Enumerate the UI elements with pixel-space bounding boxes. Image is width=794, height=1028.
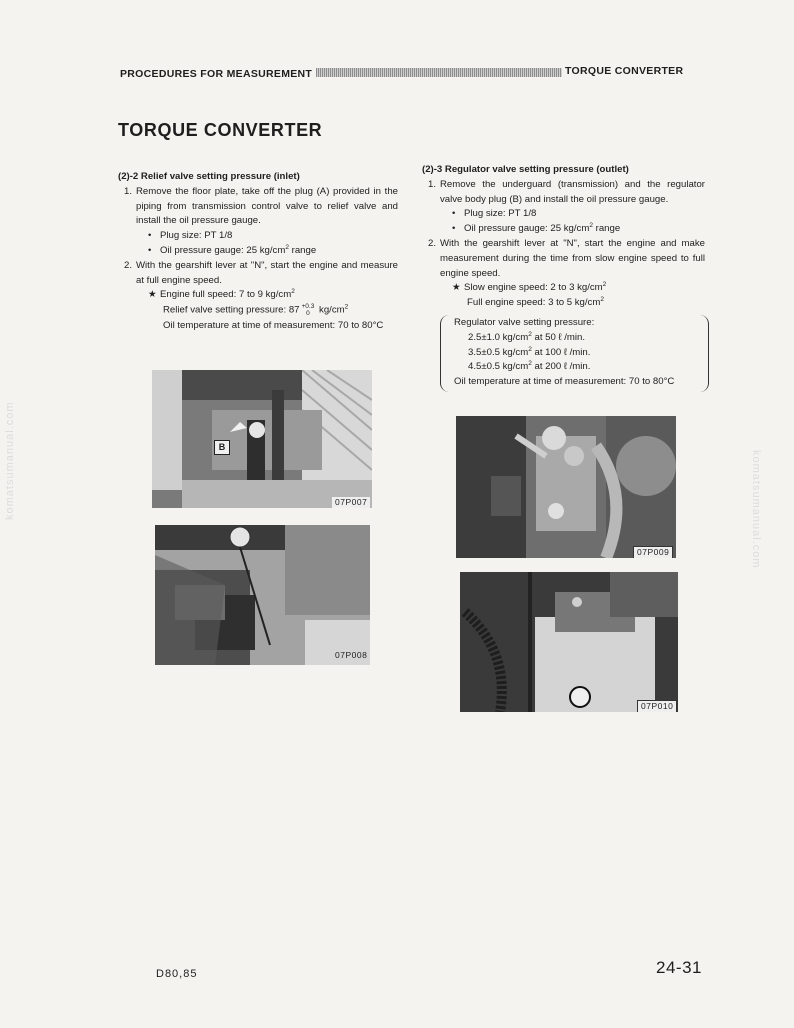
- regulator-bullet-gauge: [422, 222, 705, 237]
- photo-relief-gauge: [155, 525, 370, 665]
- star-icon: ★: [452, 282, 461, 294]
- photo-caption: 07P007: [332, 497, 370, 508]
- regulator-oil-temperature: Oil temperature at time of measurement: 70 to 80°C: [454, 376, 675, 388]
- regulator-step-2: [422, 237, 705, 281]
- header-section-label: PROCEDURES FOR MEASUREMENT: [120, 68, 313, 80]
- step-text: Remove the underguard (transmission) and the regulator valve body plug (B) and install the oil pressure gauge.: [440, 178, 705, 205]
- setting-flow: at 50 ℓ /min.: [531, 331, 586, 343]
- bullet-text: Plug size: PT 1/8: [160, 230, 233, 242]
- photo-caption: 07P009: [633, 546, 673, 558]
- unit-superscript: 2: [285, 243, 289, 251]
- step-number: 2.: [123, 259, 132, 271]
- bullet-text-suffix: range: [592, 223, 621, 235]
- relief-oil-temperature: Oil temperature at time of measurement: 70 to 80°C: [163, 319, 384, 331]
- page-title: TORQUE CONVERTER: [118, 120, 323, 140]
- relief-bullet-plug: [118, 229, 398, 244]
- unit-superscript: 2: [528, 345, 532, 353]
- regulator-setting-line: [454, 360, 699, 375]
- regulator-setting-line: [454, 331, 699, 346]
- header-rule: [316, 68, 562, 77]
- unit-superscript: 2: [344, 303, 349, 311]
- step-number: 1.: [427, 178, 436, 190]
- bullet-icon: •: [148, 244, 152, 256]
- relief-pressure-text: Relief valve setting pressure: 87: [163, 304, 300, 316]
- photo-relief-plug: [152, 370, 372, 508]
- section-heading-relief: (2)-2 Relief valve setting pressure (inlet): [118, 171, 300, 182]
- photo-marker-b: B: [214, 440, 230, 455]
- tolerance-lower: 0: [306, 310, 310, 318]
- step-text: With the gearshift lever at "N", start the engine and make measurement during the time from slow engine speed to full engine speed.: [440, 237, 705, 279]
- unit-superscript: 2: [589, 222, 593, 229]
- unit-superscript: 2: [528, 360, 532, 368]
- star-text: Engine full speed: 7 to 9 kg/cm: [160, 289, 292, 301]
- bullet-text: Oil pressure gauge: 25 kg/cm: [464, 223, 590, 235]
- watermark-left: komatsumanual.com: [4, 401, 16, 520]
- setting-value: 2.5±1.0 kg/cm: [468, 331, 529, 343]
- regulator-step-1: [422, 178, 705, 208]
- setting-flow: at 100 ℓ /min.: [531, 346, 591, 358]
- footer-model-number: D80,85: [156, 968, 198, 980]
- regulator-setting-box: [422, 315, 705, 392]
- left-column: [118, 170, 398, 333]
- star-icon: ★: [148, 289, 157, 301]
- photo-regulator-valve: [456, 416, 676, 558]
- header-chapter-label: TORQUE CONVERTER: [565, 65, 684, 77]
- watermark-right: komatsumanual.com: [750, 450, 762, 569]
- unit-superscript: 2: [528, 330, 532, 338]
- unit-superscript: 2: [602, 281, 607, 289]
- star-text: Slow engine speed: 2 to 3 kg/cm: [464, 282, 603, 294]
- regulator-setting-line: [454, 346, 699, 361]
- regulator-star-slow-speed: [422, 281, 705, 296]
- footer-page-number: 24-31: [656, 958, 702, 977]
- tolerance-upper: +0.3: [301, 303, 315, 311]
- bracket-left: [440, 315, 449, 392]
- unit-superscript: 2: [291, 288, 295, 296]
- bracket-right: [700, 315, 709, 392]
- photo-caption: 07P010: [637, 700, 677, 712]
- photo-regulator-gauge: [460, 572, 678, 712]
- section-heading-regulator: (2)-3 Regulator valve setting pressure (outlet): [422, 164, 629, 175]
- relief-setting-pressure: [118, 303, 398, 318]
- photo-caption: 07P008: [335, 650, 368, 660]
- bullet-text-suffix: range: [288, 244, 317, 256]
- unit-superscript: 2: [600, 295, 604, 303]
- bullet-text: Oil pressure gauge: 25 kg/cm: [160, 244, 286, 256]
- relief-star-engine-speed: [118, 288, 398, 303]
- relief-step-1: [118, 185, 398, 229]
- setting-flow: at 200 ℓ /min.: [531, 361, 591, 373]
- right-column: [422, 163, 705, 392]
- setting-value: 4.5±0.5 kg/cm: [468, 361, 529, 373]
- relief-step-2: [118, 259, 398, 289]
- step-text: Remove the floor plate, take off the plug (A) provided in the piping from transmission control valve to relief valve and install the oil pressure gauge.: [136, 185, 398, 227]
- bullet-text: Plug size: PT 1/8: [464, 208, 537, 220]
- step-number: 2.: [427, 237, 436, 249]
- step-number: 1.: [123, 185, 132, 197]
- step-text: With the gearshift lever at "N", start the engine and measure at full engine speed.: [136, 259, 398, 286]
- relief-bullet-gauge: [118, 244, 398, 259]
- bullet-icon: •: [452, 208, 456, 220]
- setting-value: 3.5±0.5 kg/cm: [468, 346, 529, 358]
- star-text: Full engine speed: 3 to 5 kg/cm: [467, 297, 601, 309]
- regulator-full-speed: [422, 296, 705, 311]
- relief-pressure-unit: kg/cm: [316, 304, 345, 316]
- regulator-bullet-plug: [422, 207, 705, 222]
- regulator-setting-label: Regulator valve setting pressure:: [454, 316, 595, 328]
- bullet-icon: •: [148, 230, 152, 242]
- bullet-icon: •: [452, 223, 456, 235]
